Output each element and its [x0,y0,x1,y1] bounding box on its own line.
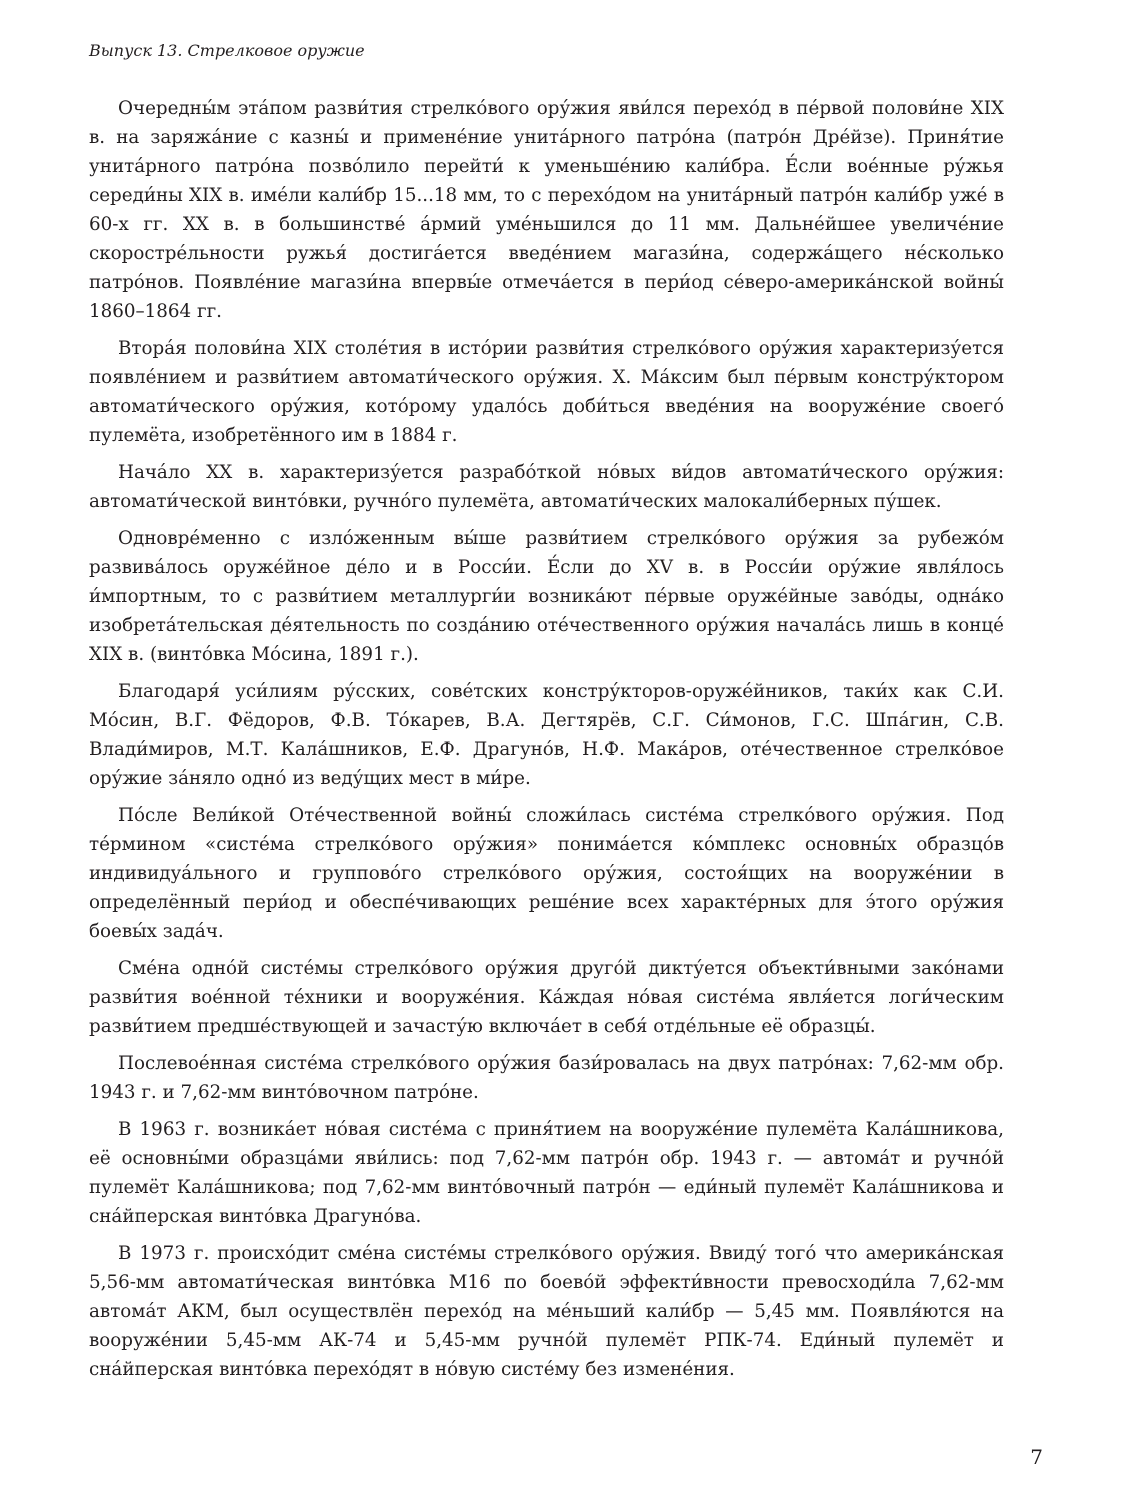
paragraph-system-change: Сме́на одно́й систе́мы стрелко́вого ору́жия друго́й дикту́ется объекти́вными зако́нами разви́тия вое́нной те́хники и вооруже́ния. Ка́ждая но́вая систе́ма явля́ется логи́ческим разви́тием предше́ствующей и зачасту́ю включа́ет в себя́ отде́льные её образцы́. [89,958,1004,1037]
running-head: Выпуск 13. Стрелковое оружие [89,41,365,60]
paragraph-weapon-system-definition: По́сле Вели́кой Оте́чественной войны́ сложи́лась систе́ма стрелко́вого ору́жия. Под те́рмином «систе́ма стрелко́вого ору́жия» понима́ется ко́мплекс основны́х образцо́в индивидуа́льного и группово́го стрелко́вого ору́жия, состоя́щих на вооруже́нии в определённый пери́од и обеспе́чивающих реше́ние всех характе́рных для э́того ору́жия боевы́х зада́ч. [89,805,1004,942]
paragraph-early-20th-century: Нача́ло XX в. характеризу́ется разрабо́ткой но́вых ви́дов автомати́ческого ору́жия: автомати́ческой винто́вки, ручно́го пулемёта, автомати́ческих малокали́берных пу́шек. [89,462,1004,512]
paragraph-breech-loading: Очередны́м эта́пом разви́тия стрелко́вого ору́жия яви́лся перехо́д в пе́рвой полови́не XIX в. на заряжа́ние с казны́ и примене́ние унита́рного патро́на (патро́н Дре́йзе). Приня́тие унита́рного патро́на позво́лило перейти́ к уменьше́нию кали́бра. Е́сли вое́нные ру́жья середи́ны XIX в. име́ли кали́бр 15...18 мм, то с перехо́дом на унита́рный патро́н кали́бр уже́ в 60-х гг. XX в. в большинстве́ а́рмий уме́ньшился до 11 мм. Дальне́йшее увеличе́ние скорострéльности ружья́ достига́ется введе́нием магази́на, содержа́щего не́сколько патро́нов. Появле́ние магази́на впервы́е отмеча́ется в пери́од се́веро-америка́нской войны́ 1860–1864 гг. [89,98,1004,322]
paragraph-postwar-system: Послевое́нная систе́ма стрелко́вого ору́жия бази́ровалась на двух патро́нах: 7,62-мм обр. 1943 г. и 7,62-мм винто́вочном патро́не. [89,1053,1004,1103]
paragraph-soviet-designers: Благодаря́ уси́лиям ру́сских, сове́тских констру́кторов-оруже́йников, таки́х как С.И. Мо́син, В.Г. Фёдоров, Ф.В. То́карев, В.А. Дегтярёв, С.Г. Си́монов, Г.С. Шпа́гин, С.В. Влади́миров, М.Т. Кала́шников, Е.Ф. Драгуно́в, Н.Ф. Мака́ров, оте́чественное стрелко́вое ору́жие за́няло одно́ из веду́щих мест в ми́ре. [89,681,1004,789]
paragraph-1963-system: В 1963 г. возника́ет но́вая систе́ма с приня́тием на вооруже́ние пулемёта Кала́шникова, её основны́ми образца́ми яви́лись: под 7,62-мм патро́н обр. 1943 г. — автома́т и ручно́й пулемёт Кала́шникова; под 7,62-мм винто́вочный патро́н — еди́ный пулемёт Кала́шникова и сна́йперская винто́вка Драгуно́ва. [89,1119,1004,1227]
page-body [89,94,1004,1392]
page-number: 7 [1030,1445,1043,1469]
paragraph-russian-development: Одновре́менно с изло́женным вы́ше разви́тием стрелко́вого ору́жия за рубежо́м развива́лось оруже́йное де́ло и в Росси́и. Е́сли до XV в. в Росси́и ору́жие явля́лось и́мпортным, то с разви́тием металлурги́и возника́ют пе́рвые оруже́йные заво́ды, одна́ко изобрета́тельская де́ятельность по созда́нию оте́чественного ору́жия начала́сь лишь в конце́ XIX в. (винто́вка Мо́сина, 1891 г.). [89,528,1004,665]
paragraph-automatic-weapons: Втора́я полови́на XIX столе́тия в исто́рии разви́тия стрелко́вого ору́жия характеризу́ется появле́нием и разви́тием автомати́ческого ору́жия. Х. Ма́ксим был пе́рвым констру́ктором автомати́ческого ору́жия, кото́рому удало́сь доби́ться введе́ния на вооруже́ние своего́ пулемёта, изобретённого им в 1884 г. [89,338,1004,446]
paragraph-1973-system: В 1973 г. происхо́дит сме́на систе́мы стрелко́вого ору́жия. Ввиду́ того́ что америка́нская 5,56-мм автомати́ческая винто́вка М16 по боево́й эффекти́вности превосходи́ла 7,62-мм автома́т АКМ, был осуществлён перехо́д на ме́ньший кали́бр — 5,45 мм. Появля́ются на вооруже́нии 5,45-мм АК-74 и 5,45-мм ручно́й пулемёт РПК-74. Еди́ный пулемёт и сна́йперская винто́вка перехо́дят в но́вую систе́му без измене́ния. [89,1243,1004,1380]
